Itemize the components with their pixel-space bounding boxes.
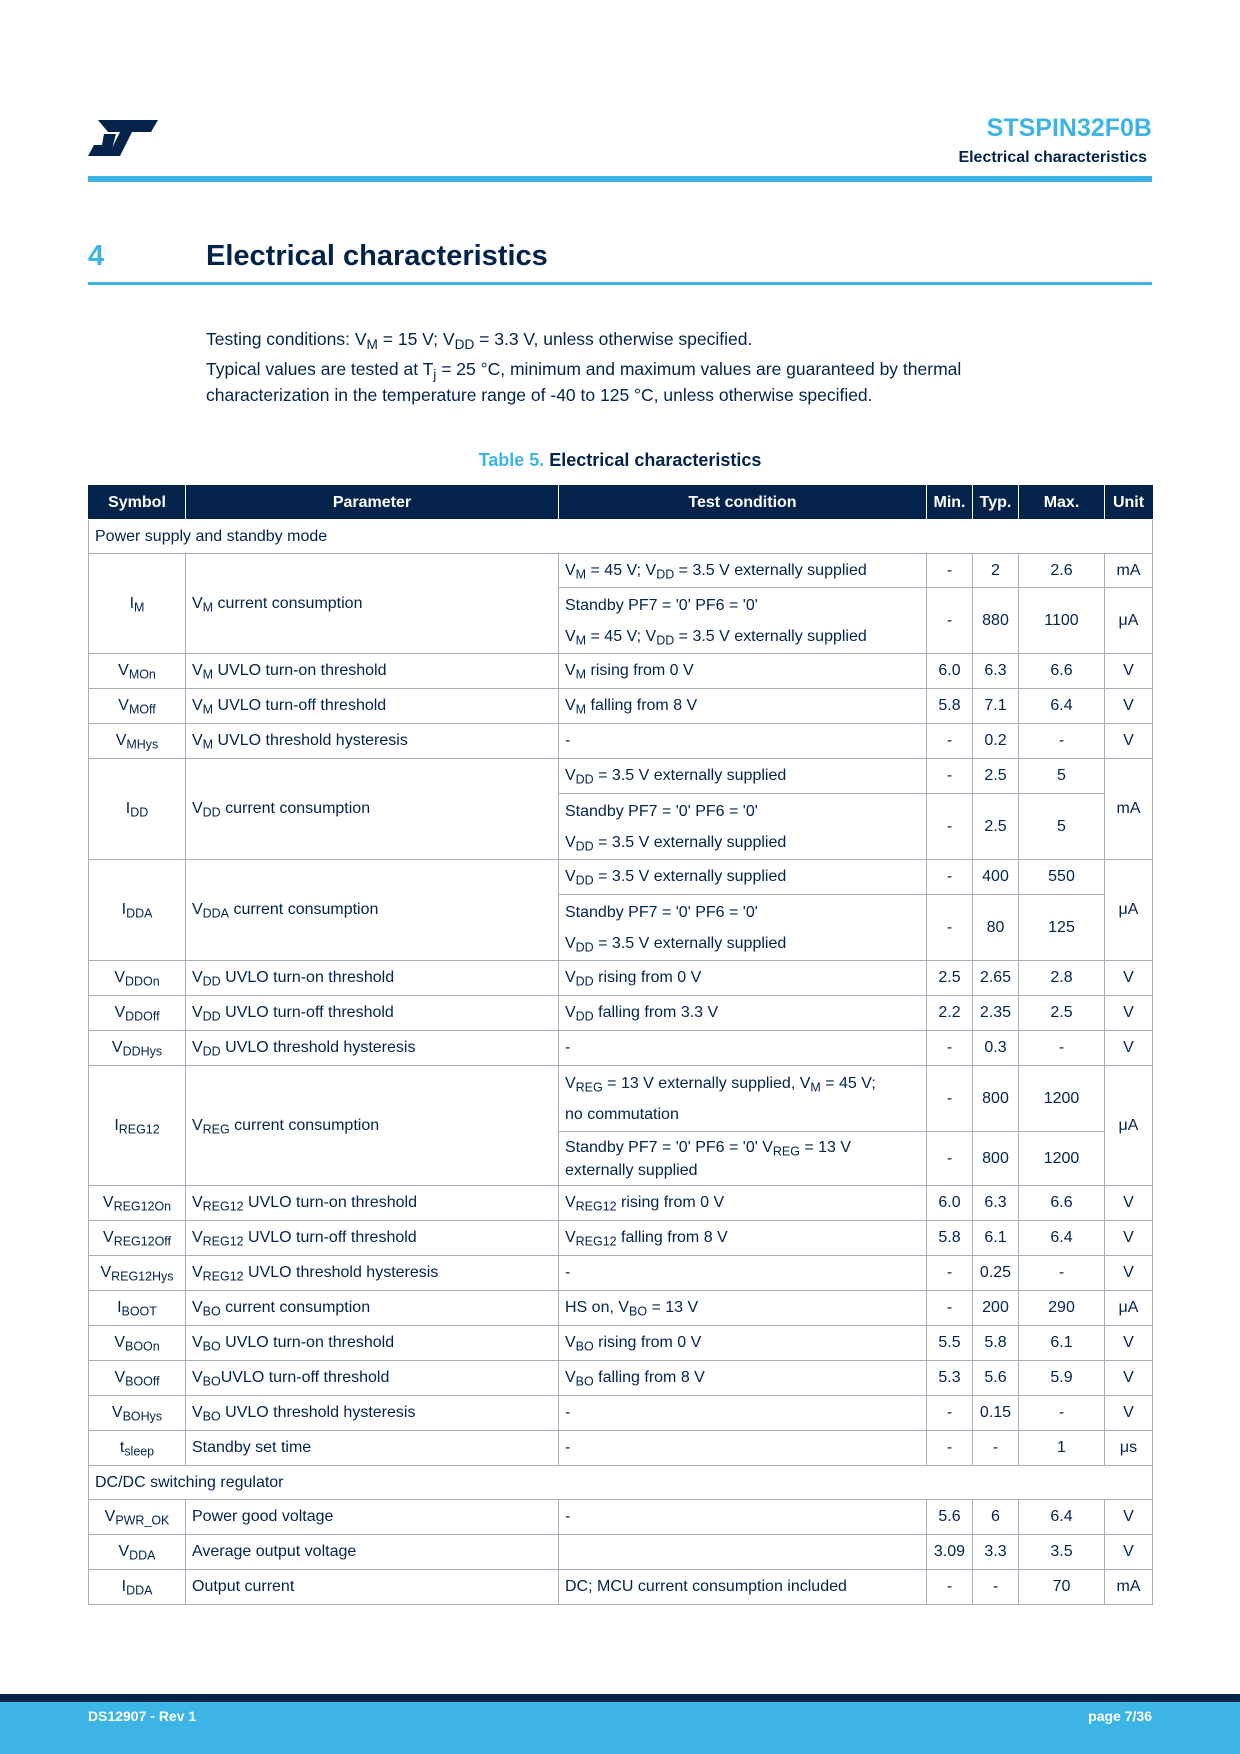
parameter-cell: $V_M$ UVLO turn-off threshold [186, 689, 559, 724]
typ-cell: 6.3 [973, 654, 1019, 689]
typ-cell: 2.5 [973, 794, 1019, 860]
unit-cell: V [1105, 1361, 1153, 1396]
min-cell: - [927, 759, 973, 794]
testing-conditions: Testing conditions: $V_M = 15$ V; $V_{DD} = 3.3$ V, unless otherwise specified. [206, 329, 753, 352]
condition-cell: $V_{REG12}$ falling from 8 V [559, 1221, 927, 1256]
parameter-cell: Output current [186, 1570, 559, 1605]
typ-cell: 800 [973, 1066, 1019, 1132]
max-cell: 6.6 [1019, 654, 1105, 689]
unit-cell: V [1105, 1500, 1153, 1535]
max-cell: 1200 [1019, 1066, 1105, 1132]
table-row [89, 1221, 1153, 1256]
min-cell: - [927, 895, 973, 961]
min-cell: 5.5 [927, 1326, 973, 1361]
max-cell: 2.8 [1019, 961, 1105, 996]
condition-cell: $V_M$ rising from 0 V [559, 654, 927, 689]
st-logo [88, 118, 160, 158]
typical-values-note: Typical values are tested at $T_j = 25$ °C, minimum and maximum values are guaranteed by thermal characterization in the temperature range of -40 to 125 °C, unless otherwise specified. [206, 359, 962, 405]
typ-cell: 3.3 [973, 1535, 1019, 1570]
max-cell: 2.5 [1019, 996, 1105, 1031]
min-cell: - [927, 588, 973, 654]
unit-cell: V [1105, 1256, 1153, 1291]
table-row [89, 1256, 1153, 1291]
min-cell: - [927, 1132, 973, 1186]
condition-cell: $V_{BO}$ falling from 8 V [559, 1361, 927, 1396]
condition-cell: - [559, 1500, 927, 1535]
header-symbol: Symbol [89, 486, 186, 520]
table-section-row [89, 520, 1153, 554]
document-revision: DS12907 - Rev 1 [88, 1708, 197, 1724]
unit-cell: V [1105, 1535, 1153, 1570]
condition-cell: Standby PF7 = '0' PF6 = '0' $V_M = 45$ V; $V_{DD} = 3.5$ V externally supplied [559, 588, 927, 654]
symbol-cell: $V_{BOHys}$ [89, 1396, 186, 1431]
symbol-cell: $V_{MOff}$ [89, 689, 186, 724]
parameter-cell: $V_M$ current consumption [186, 554, 559, 654]
unit-cell: mA [1105, 554, 1153, 588]
typ-cell: 5.6 [973, 1361, 1019, 1396]
typ-cell: 2.65 [973, 961, 1019, 996]
condition-cell: $V_M = 45$ V; $V_{DD} = 3.5$ V externally supplied [559, 554, 927, 588]
table-row [89, 759, 1153, 794]
min-cell: 5.8 [927, 1221, 973, 1256]
max-cell: 1100 [1019, 588, 1105, 654]
typ-cell: 0.25 [973, 1256, 1019, 1291]
table-row [89, 554, 1153, 588]
symbol-cell: $V_{BOOff}$ [89, 1361, 186, 1396]
condition-cell: $V_{DD}$ falling from 3.3 V [559, 996, 927, 1031]
typ-cell: 6 [973, 1500, 1019, 1535]
section-rule [88, 282, 1152, 285]
typ-cell: 800 [973, 1132, 1019, 1186]
unit-cell: μA [1105, 860, 1153, 961]
symbol-cell: $V_{REG12Off}$ [89, 1221, 186, 1256]
footer-rule [0, 1694, 1240, 1702]
table-row [89, 1500, 1153, 1535]
header-test-condition: Test condition [559, 486, 927, 520]
table-row [89, 860, 1153, 895]
max-cell: - [1019, 1031, 1105, 1066]
typ-cell: 5.8 [973, 1326, 1019, 1361]
min-cell: - [927, 1066, 973, 1132]
parameter-cell: $V_{DDA}$ current consumption [186, 860, 559, 961]
min-cell: - [927, 1396, 973, 1431]
parameter-cell: $V_{REG12}$ UVLO turn-off threshold [186, 1221, 559, 1256]
max-cell: 1200 [1019, 1132, 1105, 1186]
typ-cell: 7.1 [973, 689, 1019, 724]
unit-cell: V [1105, 996, 1153, 1031]
parameter-cell: $V_{REG12}$ UVLO turn-on threshold [186, 1186, 559, 1221]
condition-cell: $V_{REG12}$ rising from 0 V [559, 1186, 927, 1221]
typ-cell: 2 [973, 554, 1019, 588]
unit-cell: μA [1105, 588, 1153, 654]
parameter-cell: $V_{BO}UVLO$ turn-off threshold [186, 1361, 559, 1396]
symbol-cell: $V_{DDOff}$ [89, 996, 186, 1031]
condition-cell: - [559, 724, 927, 759]
symbol-cell: $V_{DDA}$ [89, 1535, 186, 1570]
condition-cell: $V_{REG} = 13$ V externally supplied, $V_M = 45$ V; no commutation [559, 1066, 927, 1132]
unit-cell: V [1105, 654, 1153, 689]
symbol-cell: $V_{REG12Hys}$ [89, 1256, 186, 1291]
min-cell: - [927, 1256, 973, 1291]
condition-cell: $V_{BO}$ rising from 0 V [559, 1326, 927, 1361]
typ-cell: 0.2 [973, 724, 1019, 759]
header-typ: Typ. [973, 486, 1019, 520]
symbol-cell: $I_{REG12}$ [89, 1066, 186, 1186]
typ-cell: 200 [973, 1291, 1019, 1326]
min-cell: - [927, 794, 973, 860]
table-row [89, 654, 1153, 689]
condition-cell: Standby PF7 = '0' PF6 = '0' $V_{DD} = 3.5$ V externally supplied [559, 794, 927, 860]
max-cell: 5 [1019, 794, 1105, 860]
symbol-cell: $I_{DDA}$ [89, 1570, 186, 1605]
min-cell: - [927, 860, 973, 895]
max-cell: 290 [1019, 1291, 1105, 1326]
max-cell: 6.4 [1019, 1500, 1105, 1535]
condition-cell: - [559, 1031, 927, 1066]
header-max: Max. [1019, 486, 1105, 520]
symbol-cell: $V_{BOOn}$ [89, 1326, 186, 1361]
max-cell: 5 [1019, 759, 1105, 794]
table-row [89, 724, 1153, 759]
table-section-row [89, 1466, 1153, 1500]
table-row [89, 1291, 1153, 1326]
table-row [89, 1535, 1153, 1570]
min-cell: 3.09 [927, 1535, 973, 1570]
condition-cell: $V_M$ falling from 8 V [559, 689, 927, 724]
typ-cell: 2.35 [973, 996, 1019, 1031]
unit-cell: μs [1105, 1431, 1153, 1466]
symbol-cell: $V_{MOn}$ [89, 654, 186, 689]
table-row [89, 1396, 1153, 1431]
symbol-cell: $V_{MHys}$ [89, 724, 186, 759]
max-cell: 2.6 [1019, 554, 1105, 588]
condition-cell: Standby PF7 = '0' PF6 = '0' $V_{REG} = 13$ V externally supplied [559, 1132, 927, 1186]
condition-cell: $V_{DD} = 3.5$ V externally supplied [559, 759, 927, 794]
condition-cell [559, 1535, 927, 1570]
min-cell: - [927, 1291, 973, 1326]
min-cell: 2.5 [927, 961, 973, 996]
min-cell: - [927, 1431, 973, 1466]
typ-cell: 6.3 [973, 1186, 1019, 1221]
max-cell: 6.6 [1019, 1186, 1105, 1221]
unit-cell: V [1105, 724, 1153, 759]
symbol-cell: $V_{REG12On}$ [89, 1186, 186, 1221]
condition-cell: $V_{DD} = 3.5$ V externally supplied [559, 860, 927, 895]
condition-cell: Standby PF7 = '0' PF6 = '0' $V_{DD} = 3.5$ V externally supplied [559, 895, 927, 961]
table-row [89, 1570, 1153, 1605]
min-cell: 5.3 [927, 1361, 973, 1396]
table-row [89, 689, 1153, 724]
section-number: 4 [88, 240, 105, 272]
condition-cell: HS on, $V_{BO} = 13$ V [559, 1291, 927, 1326]
min-cell: 6.0 [927, 1186, 973, 1221]
symbol-cell: $V_{DDOn}$ [89, 961, 186, 996]
parameter-cell: $V_{BO}$ UVLO turn-on threshold [186, 1326, 559, 1361]
max-cell: 70 [1019, 1570, 1105, 1605]
typ-cell: 80 [973, 895, 1019, 961]
symbol-cell: $I_M$ [89, 554, 186, 654]
max-cell: 6.1 [1019, 1326, 1105, 1361]
table-row [89, 1186, 1153, 1221]
max-cell: - [1019, 724, 1105, 759]
symbol-cell: $t_{sleep}$ [89, 1431, 186, 1466]
table-row [89, 1431, 1153, 1466]
unit-cell: V [1105, 1186, 1153, 1221]
symbol-cell: $I_{BOOT}$ [89, 1291, 186, 1326]
intro-text [206, 326, 1066, 412]
unit-cell: mA [1105, 759, 1153, 860]
max-cell: 550 [1019, 860, 1105, 895]
unit-cell: V [1105, 1396, 1153, 1431]
unit-cell: mA [1105, 1570, 1153, 1605]
symbol-cell: $V_{DDHys}$ [89, 1031, 186, 1066]
max-cell: 5.9 [1019, 1361, 1105, 1396]
section-power-supply: Power supply and standby mode [89, 520, 1153, 554]
parameter-cell: $V_{DD}$ UVLO threshold hysteresis [186, 1031, 559, 1066]
table-row [89, 1066, 1153, 1132]
condition-cell: DC; MCU current consumption included [559, 1570, 927, 1605]
max-cell: 3.5 [1019, 1535, 1105, 1570]
max-cell: 1 [1019, 1431, 1105, 1466]
typ-cell: 6.1 [973, 1221, 1019, 1256]
table-row [89, 1031, 1153, 1066]
parameter-cell: $V_{DD}$ UVLO turn-off threshold [186, 996, 559, 1031]
header-rule [88, 176, 1152, 182]
typ-cell: 0.3 [973, 1031, 1019, 1066]
min-cell: 5.6 [927, 1500, 973, 1535]
unit-cell: V [1105, 1326, 1153, 1361]
symbol-cell: $I_{DD}$ [89, 759, 186, 860]
unit-cell: μA [1105, 1066, 1153, 1186]
min-cell: - [927, 1031, 973, 1066]
typ-cell: 2.5 [973, 759, 1019, 794]
header-parameter: Parameter [186, 486, 559, 520]
unit-cell: V [1105, 961, 1153, 996]
table-row [89, 996, 1153, 1031]
max-cell: 6.4 [1019, 1221, 1105, 1256]
symbol-cell: $I_{DDA}$ [89, 860, 186, 961]
condition-cell: - [559, 1396, 927, 1431]
min-cell: 2.2 [927, 996, 973, 1031]
condition-cell: - [559, 1256, 927, 1291]
header-min: Min. [927, 486, 973, 520]
min-cell: 5.8 [927, 689, 973, 724]
unit-cell: V [1105, 1031, 1153, 1066]
condition-cell: $V_{DD}$ rising from 0 V [559, 961, 927, 996]
electrical-characteristics-table [88, 485, 1153, 1605]
parameter-cell: $V_{DD}$ UVLO turn-on threshold [186, 961, 559, 996]
table-row [89, 1361, 1153, 1396]
max-cell: - [1019, 1396, 1105, 1431]
min-cell: 6.0 [927, 654, 973, 689]
table-row [89, 961, 1153, 996]
parameter-cell: Standby set time [186, 1431, 559, 1466]
typ-cell: - [973, 1570, 1019, 1605]
unit-cell: μA [1105, 1291, 1153, 1326]
document-title: STSPIN32F0B [986, 114, 1152, 142]
typ-cell: 880 [973, 588, 1019, 654]
header-unit: Unit [1105, 486, 1153, 520]
typ-cell: - [973, 1431, 1019, 1466]
parameter-cell: $V_{BO}$ UVLO threshold hysteresis [186, 1396, 559, 1431]
parameter-cell: $V_{BO}$ current consumption [186, 1291, 559, 1326]
typ-cell: 400 [973, 860, 1019, 895]
table-header-row [89, 486, 1153, 520]
max-cell: 6.4 [1019, 689, 1105, 724]
parameter-cell: Power good voltage [186, 1500, 559, 1535]
unit-cell: V [1105, 689, 1153, 724]
table-caption: Table 5. Electrical characteristics [478, 450, 762, 470]
max-cell: 125 [1019, 895, 1105, 961]
page-number: page 7/36 [1088, 1708, 1152, 1724]
unit-cell: V [1105, 1221, 1153, 1256]
typ-cell: 0.15 [973, 1396, 1019, 1431]
header-section-title: Electrical characteristics [958, 149, 1147, 166]
table-row [89, 1326, 1153, 1361]
min-cell: - [927, 1570, 973, 1605]
section-dcdc-regulator: DC/DC switching regulator [89, 1466, 1153, 1500]
section-title: Electrical characteristics [206, 240, 548, 272]
min-cell: - [927, 554, 973, 588]
min-cell: - [927, 724, 973, 759]
parameter-cell: $V_{DD}$ current consumption [186, 759, 559, 860]
max-cell: - [1019, 1256, 1105, 1291]
parameter-cell: $V_M$ UVLO threshold hysteresis [186, 724, 559, 759]
symbol-cell: $V_{PWR\_OK}$ [89, 1500, 186, 1535]
parameter-cell: $V_{REG12}$ UVLO threshold hysteresis [186, 1256, 559, 1291]
parameter-cell: $V_{REG}$ current consumption [186, 1066, 559, 1186]
condition-cell: - [559, 1431, 927, 1466]
parameter-cell: Average output voltage [186, 1535, 559, 1570]
parameter-cell: $V_M$ UVLO turn-on threshold [186, 654, 559, 689]
